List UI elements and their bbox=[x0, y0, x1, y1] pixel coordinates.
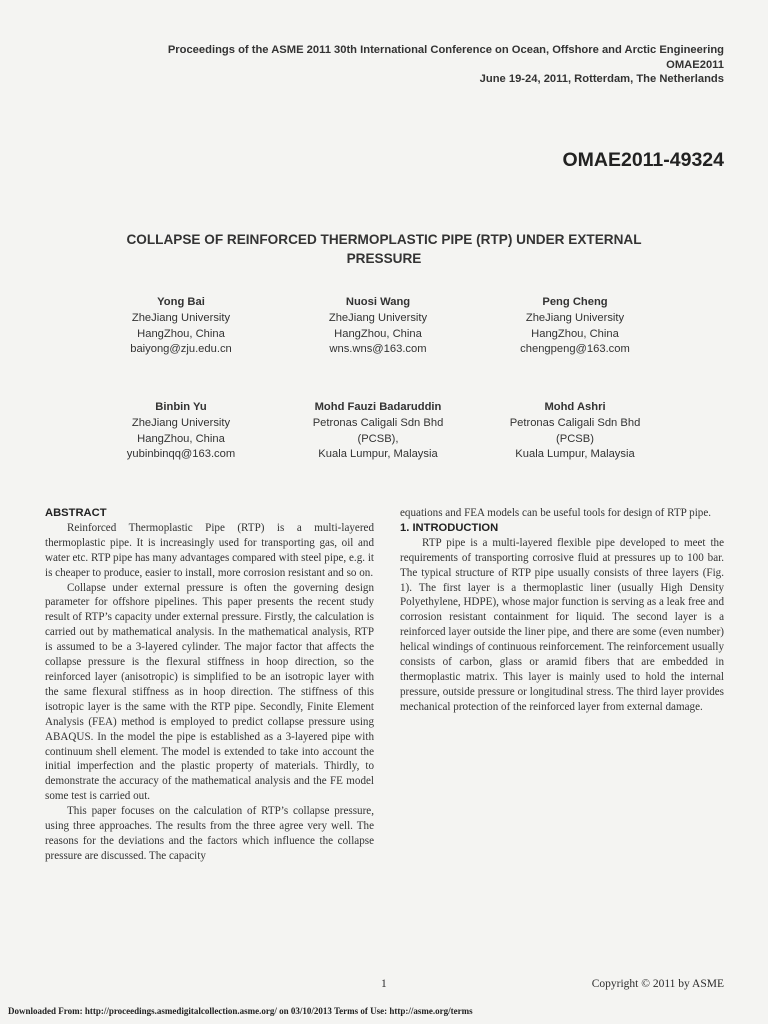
introduction-paragraph-1: RTP pipe is a multi-layered flexible pipe developed to meet the requirements of transporting corrosive fluid at pressures up to 100 bar. The typical structure of RTP pipe usually consists of three layers (Fig. 1). The first layer is a thermoplastic liner (usually High Density Polyethylene, HDPE), whose major function is serving as a leak free and corrosion resistant containment for liquid. The second layer is a reinforced layer outside the liner pipe, and there are some (even number) helical windings of continuous reinforcement. The reinforcement usually consists of carbon, glass or aramid fibers that are embedded in thermoplastic matrix. This layer is mainly used to hold the internal pressure, outside pressure or longitudinal stress. The third layer provides mechanical protection of the reinforced layer from external damage. bbox=[400, 536, 724, 713]
author-email: Kuala Lumpur, Malaysia bbox=[318, 448, 438, 461]
author-location: (PCSB) bbox=[556, 432, 594, 445]
author-email: yubinbinqq@163.com bbox=[126, 448, 236, 461]
author-block-2 bbox=[273, 295, 483, 358]
author-email: Kuala Lumpur, Malaysia bbox=[515, 448, 635, 461]
page-number: 1 bbox=[381, 978, 387, 990]
author-location: HangZhou, China bbox=[137, 432, 225, 445]
author-affiliation: ZheJiang University bbox=[131, 311, 231, 324]
author-location: HangZhou, China bbox=[334, 327, 422, 340]
author-affiliation: ZheJiang University bbox=[328, 311, 428, 324]
author-block-6 bbox=[470, 400, 680, 463]
author-name: Mohd Fauzi Badaruddin bbox=[314, 401, 442, 413]
proceedings-line-2: OMAE2011 bbox=[666, 58, 724, 71]
title-line-1: COLLAPSE OF REINFORCED THERMOPLASTIC PIPE (RTP) UNDER EXTERNAL bbox=[126, 232, 642, 247]
abstract-paragraph-2: Collapse under external pressure is often the governing design parameter for offshore pipelines. This paper presents the recent study result of RTP’s capacity under external pressure. Firstly, the calculation is carried out by mathematical analysis. In the mathematical analysis, RTP is assumed to be a 3-layered cylinder. The major factor that affects the collapse pressure is the flexural stiffness in hoop direction, so the reinforced layer (anisotropic) is simplified to be an isotropic layer with the same flexural stiffness as in hoop direction. The stiffness of this isotropic layer is the same with the RTP pipe. Secondly, Finite Element Analysis (FEA) method is employed to predict collapse pressure using ABAQUS. In the model the pipe is established as a 3-layered pipe with continuum shell element. The model is extended to take into account the initial imperfection and the plastic property of materials. Thirdly, to demonstrate the accuracy of the mathematical analysis and the FE model some test is carried out. bbox=[45, 581, 374, 803]
proceedings-line-1: Proceedings of the ASME 2011 30th International Conference on Ocean, Offshore and Arctic Engineering bbox=[167, 44, 724, 56]
author-location: HangZhou, China bbox=[531, 327, 619, 340]
author-name: Yong Bai bbox=[157, 296, 205, 308]
title-line-2: PRESSURE bbox=[346, 250, 422, 266]
abstract-heading: ABSTRACT bbox=[45, 507, 107, 519]
author-location: (PCSB), bbox=[357, 432, 399, 445]
abstract-column bbox=[45, 506, 374, 864]
author-email: chengpeng@163.com bbox=[520, 343, 630, 356]
download-notice: Downloaded From: http://proceedings.asmedigitalcollection.asme.org/ on 03/10/2013 Terms of Use: http://asme.org/terms bbox=[8, 1006, 473, 1016]
author-name: Binbin Yu bbox=[155, 401, 207, 413]
abstract-paragraph-continued: equations and FEA models can be useful tools for design of RTP pipe. bbox=[400, 507, 712, 519]
author-block-5 bbox=[273, 400, 483, 463]
author-email: wns.wns@163.com bbox=[329, 343, 427, 356]
author-affiliation: ZheJiang University bbox=[525, 311, 625, 324]
author-location: HangZhou, China bbox=[137, 327, 225, 340]
author-block-4 bbox=[76, 400, 286, 463]
right-column bbox=[400, 506, 724, 715]
abstract-paragraph-1: Reinforced Thermoplastic Pipe (RTP) is a multi-layered thermoplastic pipe. It is increasingly used for transporting gas, oil and water etc. RTP pipe has many advantages compared with steel pipe, e.g. it is cheaper to produce, easier to install, more corrosion resistant and so on. bbox=[45, 521, 374, 579]
author-block-3 bbox=[470, 295, 680, 358]
copyright-notice: Copyright © 2011 by ASME bbox=[591, 978, 724, 990]
author-name: Peng Cheng bbox=[542, 296, 608, 308]
proceedings-line-3: June 19-24, 2011, Rotterdam, The Netherlands bbox=[479, 73, 724, 86]
proceedings-header bbox=[168, 43, 724, 87]
paper-title bbox=[60, 231, 708, 268]
introduction-heading: 1. INTRODUCTION bbox=[400, 521, 499, 534]
abstract-paragraph-3: This paper focuses on the calculation of RTP’s collapse pressure, using three approaches. The results from the three agree very well. The reasons for the deviations and the factors which influence the collapse pressure are discussed. The capacity bbox=[45, 805, 374, 862]
author-block-1 bbox=[76, 295, 286, 358]
author-name: Nuosi Wang bbox=[345, 296, 411, 308]
paper-id: OMAE2011-49324 bbox=[562, 149, 724, 171]
author-affiliation: Petronas Caligali Sdn Bhd bbox=[312, 416, 444, 429]
author-affiliation: Petronas Caligali Sdn Bhd bbox=[509, 416, 641, 429]
author-name: Mohd Ashri bbox=[544, 401, 606, 413]
author-affiliation: ZheJiang University bbox=[131, 416, 231, 429]
author-email: baiyong@zju.edu.cn bbox=[130, 343, 232, 356]
